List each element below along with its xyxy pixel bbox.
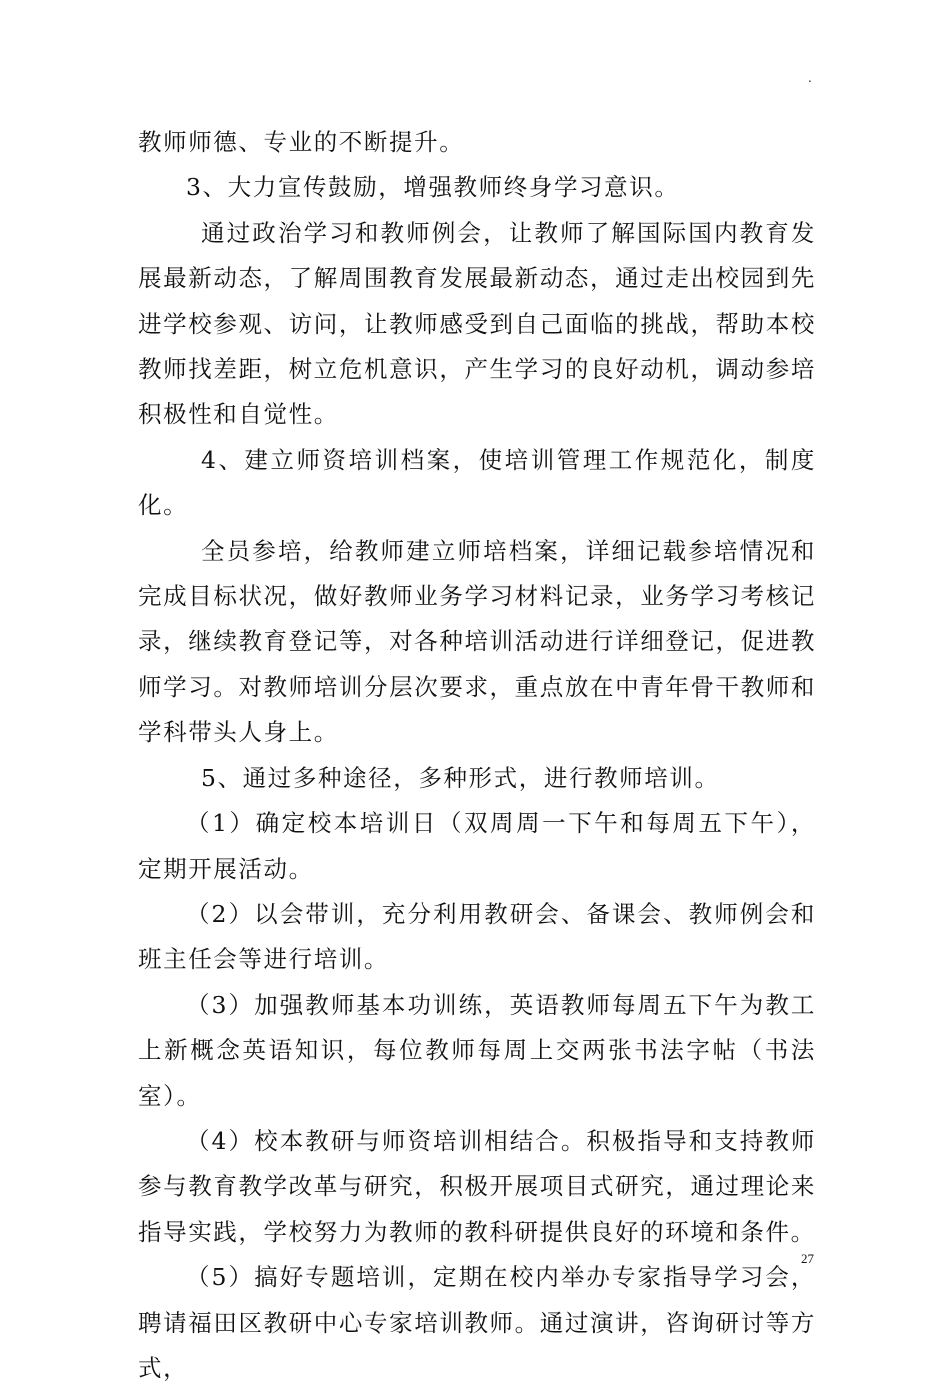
heading-item-3: 3、大力宣传鼓励，增强教师终身学习意识。	[186, 173, 680, 202]
heading-item-5: 5、通过多种途径，多种形式，进行教师培训。	[201, 763, 720, 792]
body-text	[138, 120, 816, 1391]
paragraph-item-3-body: 通过政治学习和教师例会，让教师了解国际国内教育发展最新动态，了解周围教育发展最新动态，通过走出校园到先进学校参观、访问，让教师感受到自己面临的挑战，帮助本校教师找差距，树立危机意识，产生学习的良好动机，调动参培积极性和自觉性。	[138, 218, 816, 429]
subitem-1: （1）确定校本培训日（双周周一下午和每周五下午），定期开展活动。	[138, 809, 816, 883]
subitem-3: （3）加强教师基本功训练，英语教师每周五下午为教工上新概念英语知识，每位教师每周上交两张书法字帖（书法室）。	[138, 990, 816, 1110]
page-number: 27	[801, 1251, 814, 1266]
subitem-4: （4）校本教研与师资培训相结合。积极指导和支持教师参与教育教学改革与研究，积极开展项目式研究，通过理论来指导实践，学校努力为教师的教科研提供良好的环境和条件。	[138, 1126, 816, 1246]
corner-mark: .	[808, 71, 812, 85]
subitem-5: （5）搞好专题培训，定期在校内举办专家指导学习会，聘请福田区教研中心专家培训教师。通过演讲，咨询研讨等方式，	[138, 1263, 816, 1382]
paragraph-continuation: 教师师德、专业的不断提升。	[138, 128, 465, 156]
heading-item-4: 4、建立师资培训档案，使培训管理工作规范化，制度化。	[138, 445, 816, 520]
paragraph-item-4-body: 全员参培，给教师建立师培档案，详细记载参培情况和完成目标状况，做好教师业务学习材料记录，业务学习考核记录，继续教育登记等，对各种培训活动进行详细登记，促进教师学习。对教师培训分层次要求，重点放在中青年骨干教师和学科带头人身上。	[138, 536, 816, 747]
subitem-2: （2）以会带训，充分利用教研会、备课会、教师例会和班主任会等进行培训。	[138, 899, 816, 974]
